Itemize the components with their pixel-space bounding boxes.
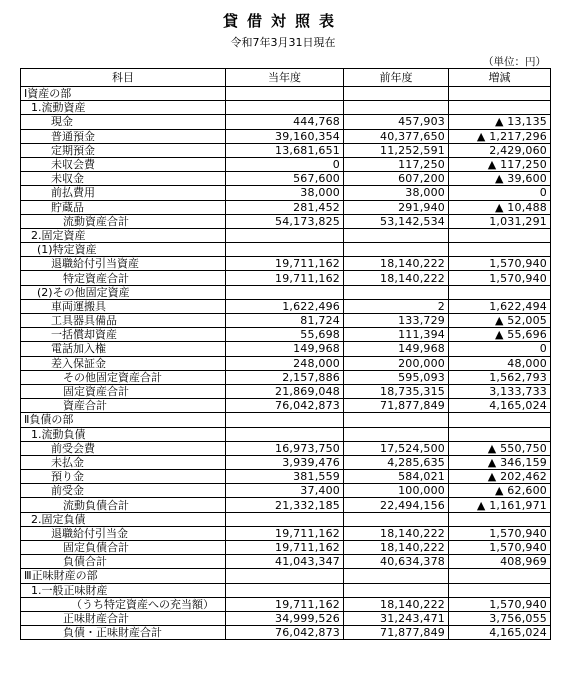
change-cell: ▲ 117,250 <box>449 157 551 171</box>
current-year-cell <box>226 285 344 299</box>
current-year-cell: 19,711,162 <box>226 526 344 540</box>
previous-year-cell: 117,250 <box>344 157 449 171</box>
change-cell: ▲ 55,696 <box>449 328 551 342</box>
header-account: 科目 <box>21 69 226 87</box>
table-row <box>21 314 551 328</box>
account-cell: 流動資産合計 <box>21 214 226 228</box>
previous-year-cell <box>344 413 449 427</box>
current-year-cell: 567,600 <box>226 172 344 186</box>
previous-year-cell: 18,140,222 <box>344 257 449 271</box>
account-cell: 正味財産合計 <box>21 611 226 625</box>
change-cell: ▲ 52,005 <box>449 314 551 328</box>
change-cell: 1,622,494 <box>449 299 551 313</box>
account-cell: 一括償却資産 <box>21 328 226 342</box>
table-row <box>21 484 551 498</box>
change-cell: 1,562,793 <box>449 370 551 384</box>
change-cell: ▲ 13,135 <box>449 115 551 129</box>
current-year-cell: 3,939,476 <box>226 455 344 469</box>
account-cell: Ⅰ資産の部 <box>21 87 226 101</box>
current-year-cell: 16,973,750 <box>226 441 344 455</box>
change-cell <box>449 512 551 526</box>
previous-year-cell: 18,140,222 <box>344 541 449 555</box>
previous-year-cell: 11,252,591 <box>344 143 449 157</box>
previous-year-cell: 149,968 <box>344 342 449 356</box>
table-row <box>21 342 551 356</box>
table-row <box>21 498 551 512</box>
change-cell: ▲ 1,161,971 <box>449 498 551 512</box>
as-of-date: 令和7年3月31日現在 <box>230 36 336 49</box>
previous-year-cell: 22,494,156 <box>344 498 449 512</box>
change-cell: 408,969 <box>449 555 551 569</box>
change-cell <box>449 583 551 597</box>
change-cell <box>449 569 551 583</box>
current-year-cell <box>226 243 344 257</box>
current-year-cell <box>226 101 344 115</box>
header-row <box>21 69 551 87</box>
previous-year-cell: 40,634,378 <box>344 555 449 569</box>
account-cell: Ⅱ負債の部 <box>21 413 226 427</box>
change-cell: 4,165,024 <box>449 626 551 640</box>
change-cell <box>449 87 551 101</box>
change-cell <box>449 101 551 115</box>
account-cell: 固定資産合計 <box>21 384 226 398</box>
previous-year-cell <box>344 101 449 115</box>
table-row <box>21 172 551 186</box>
table-row <box>21 555 551 569</box>
current-year-cell: 0 <box>226 157 344 171</box>
current-year-cell: 34,999,526 <box>226 611 344 625</box>
current-year-cell <box>226 569 344 583</box>
current-year-cell: 21,332,185 <box>226 498 344 512</box>
change-cell: 1,570,940 <box>449 526 551 540</box>
table-row <box>21 427 551 441</box>
table-row <box>21 101 551 115</box>
account-cell: 流動負債合計 <box>21 498 226 512</box>
change-cell: ▲ 202,462 <box>449 470 551 484</box>
table-row <box>21 441 551 455</box>
account-cell: 前受会費 <box>21 441 226 455</box>
current-year-cell: 19,711,162 <box>226 271 344 285</box>
previous-year-cell: 18,140,222 <box>344 271 449 285</box>
account-cell: 特定資産合計 <box>21 271 226 285</box>
previous-year-cell: 457,903 <box>344 115 449 129</box>
account-cell: 電話加入権 <box>21 342 226 356</box>
table-row <box>21 356 551 370</box>
current-year-cell <box>226 87 344 101</box>
previous-year-cell <box>344 569 449 583</box>
table-row <box>21 583 551 597</box>
account-cell: 前受金 <box>21 484 226 498</box>
change-cell: 0 <box>449 186 551 200</box>
change-cell: 48,000 <box>449 356 551 370</box>
account-cell: 工具器具備品 <box>21 314 226 328</box>
current-year-cell: 81,724 <box>226 314 344 328</box>
current-year-cell: 248,000 <box>226 356 344 370</box>
account-cell: Ⅲ正味財産の部 <box>21 569 226 583</box>
account-cell: 預り金 <box>21 470 226 484</box>
account-cell: 定期預金 <box>21 143 226 157</box>
table-row <box>21 143 551 157</box>
change-cell: ▲ 550,750 <box>449 441 551 455</box>
current-year-cell: 21,869,048 <box>226 384 344 398</box>
change-cell: ▲ 346,159 <box>449 455 551 469</box>
current-year-cell: 37,400 <box>226 484 344 498</box>
table-row <box>21 157 551 171</box>
previous-year-cell <box>344 87 449 101</box>
previous-year-cell: 18,735,315 <box>344 384 449 398</box>
header-change: 増減 <box>449 69 551 87</box>
current-year-cell: 38,000 <box>226 186 344 200</box>
current-year-cell: 149,968 <box>226 342 344 356</box>
table-row <box>21 455 551 469</box>
account-cell: 車両運搬具 <box>21 299 226 313</box>
current-year-cell <box>226 228 344 242</box>
previous-year-cell: 607,200 <box>344 172 449 186</box>
table-row <box>21 271 551 285</box>
table-row <box>21 328 551 342</box>
table-row <box>21 413 551 427</box>
current-year-cell: 54,173,825 <box>226 214 344 228</box>
change-cell: 3,756,055 <box>449 611 551 625</box>
account-cell: 未収会費 <box>21 157 226 171</box>
previous-year-cell: 133,729 <box>344 314 449 328</box>
account-cell: 負債・正味財産合計 <box>21 626 226 640</box>
account-cell: （うち特定資産への充当額） <box>21 597 226 611</box>
current-year-cell: 281,452 <box>226 200 344 214</box>
change-cell: 2,429,060 <box>449 143 551 157</box>
current-year-cell: 19,711,162 <box>226 257 344 271</box>
change-cell: 1,570,940 <box>449 597 551 611</box>
table-row <box>21 611 551 625</box>
change-cell: 1,031,291 <box>449 214 551 228</box>
current-year-cell <box>226 413 344 427</box>
account-cell: 1.流動資産 <box>21 101 226 115</box>
change-cell: ▲ 39,600 <box>449 172 551 186</box>
change-cell: ▲ 62,600 <box>449 484 551 498</box>
account-cell: 固定負債合計 <box>21 541 226 555</box>
account-cell: 差入保証金 <box>21 356 226 370</box>
table-row <box>21 626 551 640</box>
previous-year-cell <box>344 228 449 242</box>
previous-year-cell: 18,140,222 <box>344 597 449 611</box>
previous-year-cell: 18,140,222 <box>344 526 449 540</box>
current-year-cell: 76,042,873 <box>226 626 344 640</box>
previous-year-cell: 2 <box>344 299 449 313</box>
header-current-year: 当年度 <box>226 69 344 87</box>
account-cell: (1)特定資産 <box>21 243 226 257</box>
account-cell: 未収金 <box>21 172 226 186</box>
change-cell: 4,165,024 <box>449 399 551 413</box>
previous-year-cell <box>344 285 449 299</box>
current-year-cell: 19,711,162 <box>226 541 344 555</box>
previous-year-cell <box>344 427 449 441</box>
change-cell: 0 <box>449 342 551 356</box>
previous-year-cell: 111,394 <box>344 328 449 342</box>
current-year-cell: 2,157,886 <box>226 370 344 384</box>
table-row <box>21 597 551 611</box>
change-cell: ▲ 10,488 <box>449 200 551 214</box>
account-cell: 2.固定負債 <box>21 512 226 526</box>
change-cell <box>449 228 551 242</box>
change-cell <box>449 427 551 441</box>
table-row <box>21 526 551 540</box>
account-cell: 退職給付引当資産 <box>21 257 226 271</box>
table-row <box>21 115 551 129</box>
table-row <box>21 228 551 242</box>
current-year-cell <box>226 427 344 441</box>
change-cell <box>449 285 551 299</box>
previous-year-cell: 40,377,650 <box>344 129 449 143</box>
table-row <box>21 399 551 413</box>
balance-sheet-table <box>20 68 551 640</box>
table-row <box>21 384 551 398</box>
current-year-cell: 41,043,347 <box>226 555 344 569</box>
current-year-cell: 13,681,651 <box>226 143 344 157</box>
change-cell: 3,133,733 <box>449 384 551 398</box>
unit-label: （単位：円） <box>483 56 546 68</box>
table-row <box>21 257 551 271</box>
current-year-cell: 19,711,162 <box>226 597 344 611</box>
table-row <box>21 129 551 143</box>
table-row <box>21 541 551 555</box>
current-year-cell: 381,559 <box>226 470 344 484</box>
table-row <box>21 299 551 313</box>
document-title: 貸借対照表 <box>222 12 343 30</box>
current-year-cell: 55,698 <box>226 328 344 342</box>
table-row <box>21 243 551 257</box>
previous-year-cell: 71,877,849 <box>344 626 449 640</box>
change-cell <box>449 243 551 257</box>
account-cell: 資産合計 <box>21 399 226 413</box>
account-cell: 現金 <box>21 115 226 129</box>
previous-year-cell: 38,000 <box>344 186 449 200</box>
table-row <box>21 214 551 228</box>
previous-year-cell: 291,940 <box>344 200 449 214</box>
table-row <box>21 470 551 484</box>
previous-year-cell <box>344 583 449 597</box>
current-year-cell: 1,622,496 <box>226 299 344 313</box>
account-cell: 2.固定資産 <box>21 228 226 242</box>
change-cell: ▲ 1,217,296 <box>449 129 551 143</box>
change-cell <box>449 413 551 427</box>
account-cell: 前払費用 <box>21 186 226 200</box>
previous-year-cell <box>344 512 449 526</box>
table-row <box>21 186 551 200</box>
table-body <box>21 87 551 640</box>
account-cell: 負債合計 <box>21 555 226 569</box>
previous-year-cell: 17,524,500 <box>344 441 449 455</box>
current-year-cell <box>226 512 344 526</box>
account-cell: その他固定資産合計 <box>21 370 226 384</box>
account-cell: 貯蔵品 <box>21 200 226 214</box>
header-previous-year: 前年度 <box>344 69 449 87</box>
change-cell: 1,570,940 <box>449 257 551 271</box>
previous-year-cell: 584,021 <box>344 470 449 484</box>
previous-year-cell: 200,000 <box>344 356 449 370</box>
current-year-cell: 76,042,873 <box>226 399 344 413</box>
previous-year-cell <box>344 243 449 257</box>
current-year-cell <box>226 583 344 597</box>
account-cell: (2)その他固定資産 <box>21 285 226 299</box>
table-row <box>21 512 551 526</box>
current-year-cell: 39,160,354 <box>226 129 344 143</box>
account-cell: 未払金 <box>21 455 226 469</box>
table-row <box>21 200 551 214</box>
table-row <box>21 87 551 101</box>
table-row <box>21 569 551 583</box>
previous-year-cell: 53,142,534 <box>344 214 449 228</box>
current-year-cell: 444,768 <box>226 115 344 129</box>
account-cell: 退職給付引当金 <box>21 526 226 540</box>
account-cell: 1.一般正味財産 <box>21 583 226 597</box>
account-cell: 普通預金 <box>21 129 226 143</box>
table-row <box>21 285 551 299</box>
previous-year-cell: 595,093 <box>344 370 449 384</box>
previous-year-cell: 4,285,635 <box>344 455 449 469</box>
previous-year-cell: 100,000 <box>344 484 449 498</box>
table-row <box>21 370 551 384</box>
account-cell: 1.流動負債 <box>21 427 226 441</box>
change-cell: 1,570,940 <box>449 271 551 285</box>
previous-year-cell: 71,877,849 <box>344 399 449 413</box>
change-cell: 1,570,940 <box>449 541 551 555</box>
previous-year-cell: 31,243,471 <box>344 611 449 625</box>
